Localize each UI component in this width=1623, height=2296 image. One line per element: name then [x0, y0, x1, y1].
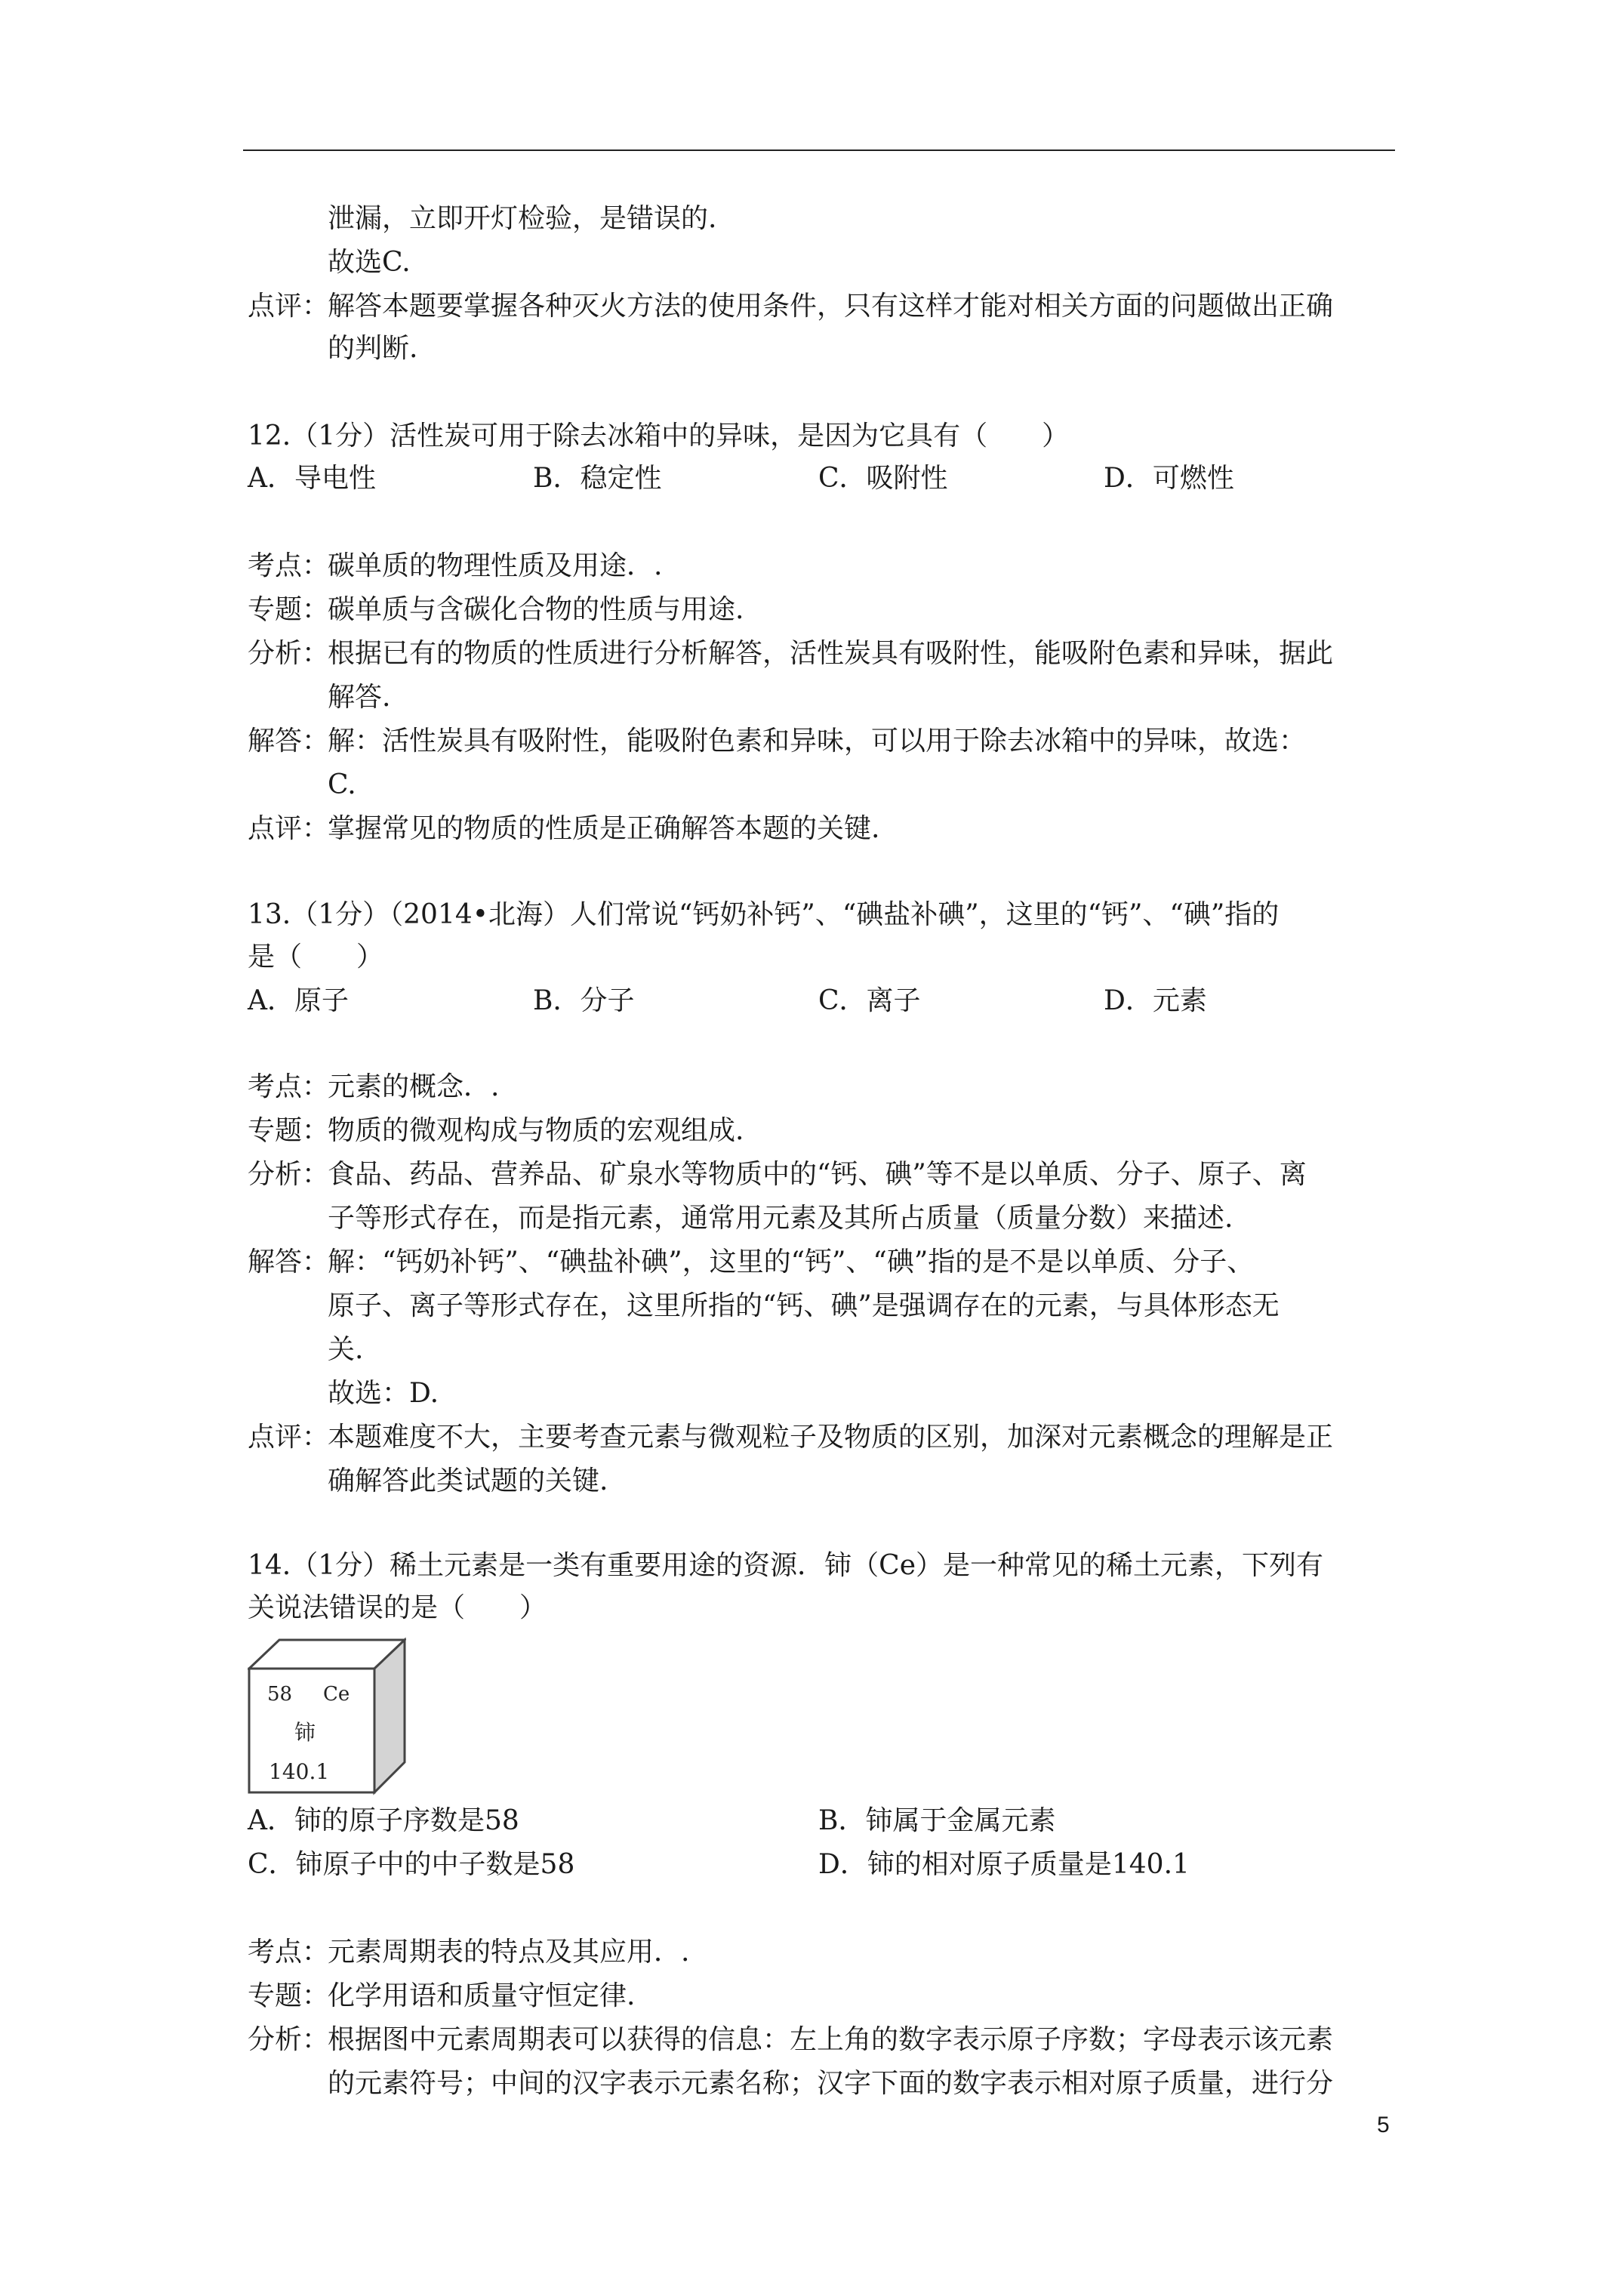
option-d: D．可燃性 [1104, 463, 1234, 494]
option-a: A．导电性 [248, 463, 376, 494]
text-line: 根据图中元素周期表可以获得的信息：左上角的数字表示原子序数；字母表示该元素 [328, 2024, 1334, 2055]
text-line: 根据已有的物质的性质进行分析解答，活性炭具有吸附性，能吸附色素和异味，据此 [328, 638, 1334, 669]
option-d: D．元素 [1104, 985, 1207, 1016]
text-line: 子等形式存在，而是指元素，通常用元素及其所占质量（质量分数）来描述. [328, 1203, 1233, 1234]
option-b: B．铈属于金属元素 [818, 1805, 1056, 1836]
option-c: C．铈原子中的中子数是58 [248, 1849, 575, 1880]
element-name: 铈 [294, 1720, 316, 1745]
question-stem: 14.（1分）稀土元素是一类有重要用途的资源．铈（Ce）是一种常见的稀土元素，下列有 [248, 1550, 1324, 1581]
text-line: 碳单质的物理性质及用途．. [328, 550, 663, 581]
kaodian-label: 考点： [248, 550, 330, 581]
text-line: 的元素符号；中间的汉字表示元素名称；汉字下面的数字表示相对原子质量，进行分 [328, 2068, 1334, 2099]
zhuanti-label: 专题： [248, 1115, 330, 1146]
text-line: C. [328, 769, 356, 800]
kaodian-label: 考点： [248, 1071, 330, 1102]
question-stem: 13.（1分）（2014•北海）人们常说“钙奶补钙”、“碘盐补碘”，这里的“钙”、“碘”指的 [248, 899, 1280, 930]
text-line: 原子、离子等形式存在，这里所指的“钙、碘”是强调存在的元素，与具体形态无 [328, 1290, 1280, 1321]
page-number: 5 [1377, 2113, 1390, 2137]
text-line: 解：活性炭具有吸附性，能吸附色素和异味，可以用于除去冰箱中的异味，故选： [328, 726, 1307, 757]
fenxi-label: 分析： [248, 2024, 330, 2055]
kaodian-label: 考点： [248, 1937, 330, 1968]
header-rule [243, 149, 1395, 151]
text-line: 食品、药品、营养品、矿泉水等物质中的“钙、碘”等不是以单质、分子、原子、离 [328, 1159, 1307, 1190]
question-stem: 是（ ） [248, 942, 384, 972]
text-line: 解：“钙奶补钙”、“碘盐补碘”，这里的“钙”、“碘”指的是不是以单质、分子、 [328, 1247, 1255, 1277]
text-line: 元素周期表的特点及其应用．. [328, 1937, 690, 1968]
element-card-figure [248, 1637, 406, 1795]
dianping-label: 点评： [248, 1422, 330, 1453]
text-line: 碳单质与含碳化合物的性质与用途. [328, 594, 744, 625]
option-c: C．离子 [818, 985, 921, 1016]
text-line: 故选C. [328, 247, 411, 278]
text-line: 化学用语和质量守恒定律. [328, 1980, 636, 2011]
text-line: 确解答此类试题的关键. [328, 1465, 608, 1496]
option-d: D．铈的相对原子质量是140.1 [818, 1849, 1190, 1880]
option-a: A．铈的原子序数是58 [248, 1805, 519, 1836]
zhuanti-label: 专题： [248, 594, 330, 625]
fenxi-label: 分析： [248, 1159, 330, 1190]
jieda-label: 解答： [248, 726, 330, 757]
text-line: 关. [328, 1334, 364, 1365]
option-b: B．稳定性 [533, 463, 662, 494]
text-line: 本题难度不大，主要考查元素与微观粒子及物质的区别，加深对元素概念的理解是正 [328, 1422, 1334, 1453]
fenxi-label: 分析： [248, 638, 330, 669]
text-line: 解答本题要掌握各种灭火方法的使用条件，只有这样才能对相关方面的问题做出正确 [328, 291, 1334, 322]
zhuanti-label: 专题： [248, 1980, 330, 2011]
text-line: 物质的微观构成与物质的宏观组成. [328, 1115, 744, 1146]
text-line: 元素的概念．. [328, 1071, 500, 1102]
dianping-label: 点评： [248, 813, 330, 844]
question-stem: 关说法错误的是（ ） [248, 1592, 547, 1623]
option-b: B．分子 [533, 985, 635, 1016]
jieda-label: 解答： [248, 1247, 330, 1277]
text-line: 的判断. [328, 333, 418, 364]
cube-side-face [374, 1640, 405, 1792]
element-symbol: Ce [323, 1683, 350, 1706]
atomic-number: 58 [267, 1683, 293, 1706]
option-c: C．吸附性 [818, 463, 948, 494]
comment-label: 点评： [248, 291, 330, 322]
text-line: 故选：D. [328, 1378, 439, 1409]
option-a: A．原子 [248, 985, 349, 1016]
text-line: 泄漏，立即开灯检验，是错误的. [328, 203, 717, 234]
question-stem: 12.（1分）活性炭可用于除去冰箱中的异味，是因为它具有（ ） [248, 421, 1070, 451]
text-line: 解答. [328, 682, 391, 713]
atomic-mass: 140.1 [269, 1759, 330, 1784]
text-line: 掌握常见的物质的性质是正确解答本题的关键. [328, 813, 880, 844]
